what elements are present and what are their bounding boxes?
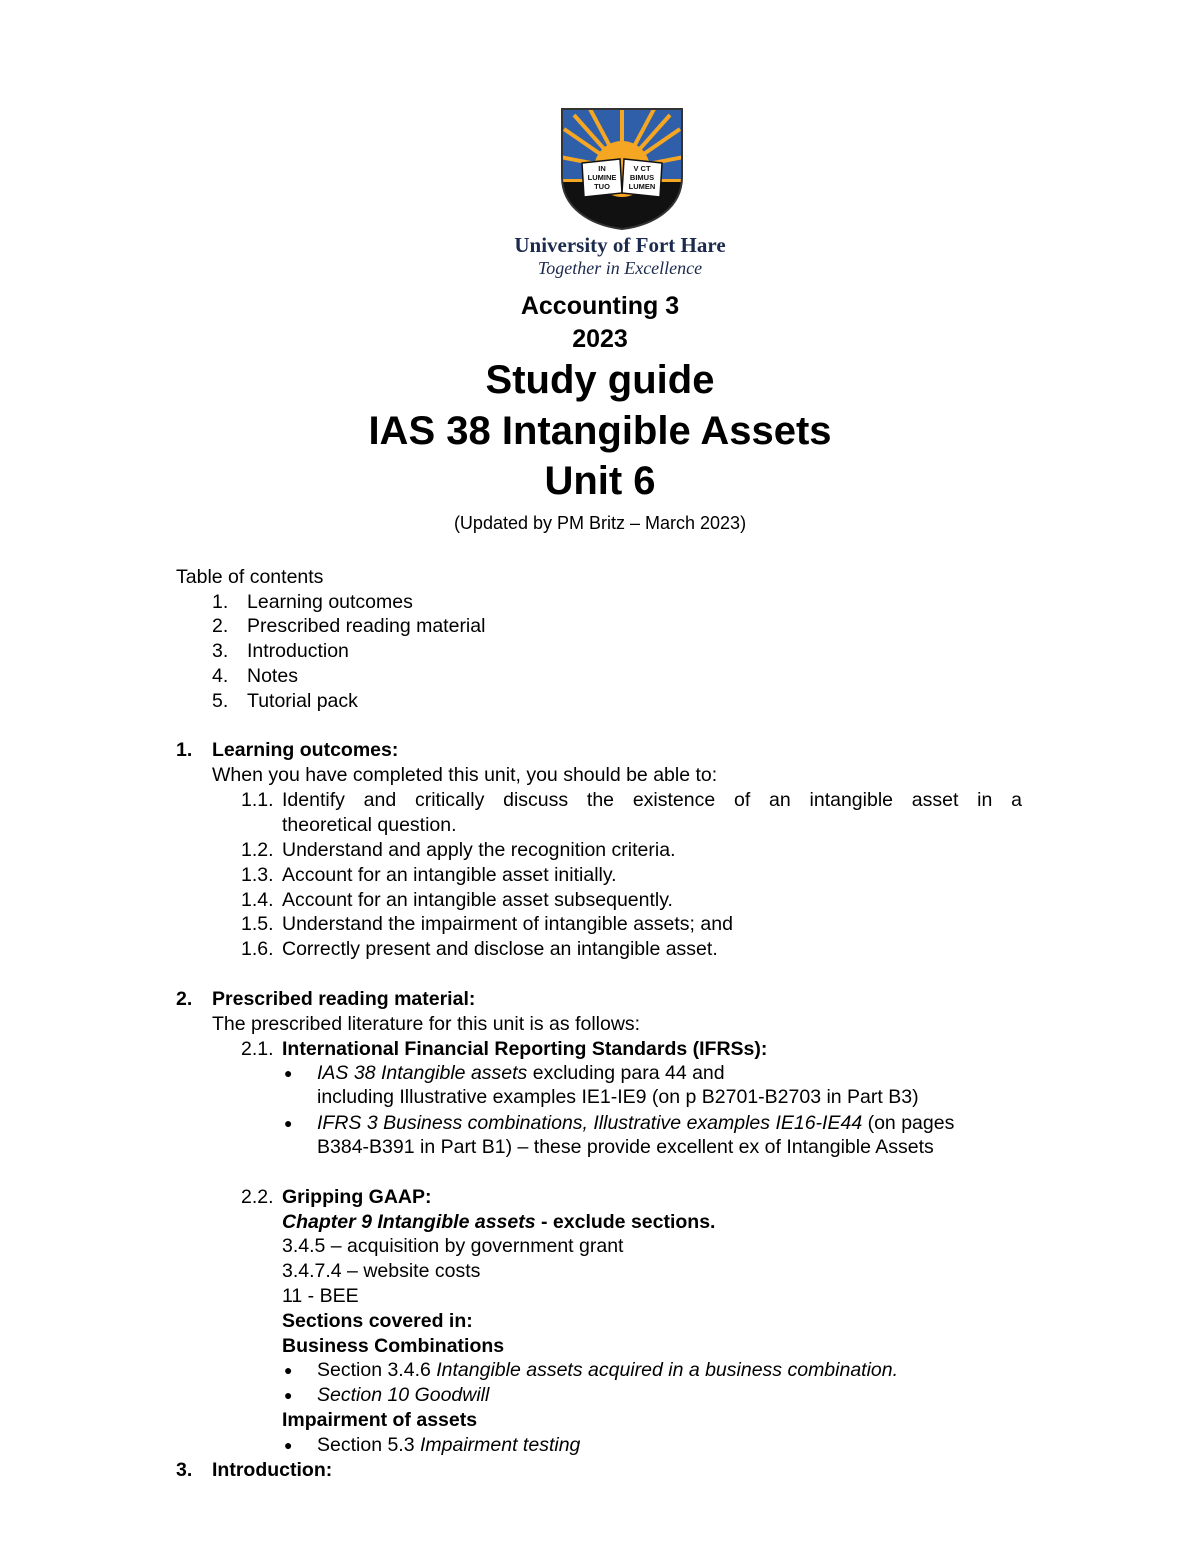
chapter-title: Chapter 9 Intangible assets <box>282 1211 536 1233</box>
outcome-text: Correctly present and disclose an intangible asset. <box>282 938 718 960</box>
impairment-heading: Impairment of assets <box>282 1409 478 1431</box>
toc-item: Notes <box>247 665 298 687</box>
section-heading-prescribed-reading: Prescribed reading material: <box>212 988 476 1010</box>
doc-title-line2: IAS 38 Intangible Assets <box>368 409 832 453</box>
bullet-icon: ● <box>284 1387 293 1403</box>
reading-item-continued: including Illustrative examples IE1-IE9 (on p B2701-B2703 in Part B3) <box>317 1086 919 1108</box>
section-number: 1. <box>176 739 193 761</box>
university-tagline: Together in Excellence <box>537 258 703 278</box>
toc-item: Prescribed reading material <box>247 615 486 637</box>
reading-item <box>317 1111 954 1135</box>
bullet-icon: ● <box>284 1362 293 1378</box>
covered-section <box>317 1433 580 1457</box>
covered-section-title: Section 10 Goodwill <box>317 1384 490 1406</box>
excluded-section: 3.4.7.4 – website costs <box>282 1260 481 1282</box>
outcome-text: Identify and critically discuss the existence of an intangible asset in a <box>282 789 1022 811</box>
subsection-number: 2.2. <box>241 1186 274 1208</box>
covered-section-number: Section 5.3 <box>317 1434 420 1456</box>
crest-book-right-line1: V CT <box>633 164 651 173</box>
crest-book-left-line3: TUO <box>594 182 610 191</box>
outcome-text: Account for an intangible asset subsequently. <box>282 889 673 911</box>
university-name: University of Fort Hare <box>514 233 726 257</box>
reading-item-detail: excluding para 44 and <box>527 1062 725 1084</box>
outcome-text: Account for an intangible asset initially. <box>282 864 617 886</box>
crest-book-right-line2: BIMUS <box>629 173 655 182</box>
toc-num: 2. <box>212 615 229 637</box>
reading-item-detail: (on pages <box>862 1112 955 1134</box>
doc-title-line3: Unit 6 <box>544 459 656 503</box>
toc-num: 1. <box>212 591 229 613</box>
covered-section-title: Impairment testing <box>419 1434 581 1456</box>
updated-note: (Updated by PM Britz – March 2023) <box>453 513 747 533</box>
section-intro: The prescribed literature for this unit is as follows: <box>212 1013 641 1035</box>
subsection-number: 2.1. <box>241 1038 274 1060</box>
course-title: Accounting 3 <box>520 292 680 320</box>
reading-item-title: IFRS 3 Business combinations, Illustrative examples IE16-IE44 <box>317 1112 863 1134</box>
bullet-icon: ● <box>284 1115 293 1131</box>
outcome-number: 1.2. <box>241 839 274 861</box>
covered-section-title: Intangible assets acquired in a business combination. <box>436 1359 899 1381</box>
outcome-number: 1.3. <box>241 864 274 886</box>
toc-num: 3. <box>212 640 229 662</box>
toc-num: 4. <box>212 665 229 687</box>
outcome-text-continued: theoretical question. <box>282 814 457 836</box>
toc-item: Introduction <box>247 640 349 662</box>
covered-section-number: Section 3.4.6 <box>317 1359 437 1381</box>
section-heading-learning-outcomes: Learning outcomes: <box>212 739 399 761</box>
section-intro: When you have completed this unit, you should be able to: <box>212 764 718 786</box>
toc-num: 5. <box>212 690 229 712</box>
reading-item <box>317 1061 725 1085</box>
doc-title-line1: Study guide <box>485 358 715 402</box>
outcome-number: 1.1. <box>241 789 274 811</box>
reading-item-continued: B384-B391 in Part B1) – these provide excellent ex of Intangible Assets <box>317 1136 934 1158</box>
outcome-number: 1.4. <box>241 889 274 911</box>
crest-book-right-line3: LUMEN <box>628 182 656 191</box>
university-crest-logo <box>560 107 684 231</box>
section-number: 2. <box>176 988 193 1010</box>
outcome-number: 1.5. <box>241 913 274 935</box>
crest-book-left-line2: LUMINE <box>587 173 617 182</box>
crest-book-left-line1: IN <box>598 164 606 173</box>
subsection-heading-ifrs: International Financial Reporting Standards (IFRSs): <box>282 1038 768 1060</box>
section-heading-introduction: Introduction: <box>212 1459 333 1481</box>
toc-item: Learning outcomes <box>247 591 413 613</box>
outcome-number: 1.6. <box>241 938 274 960</box>
subsection-heading-gripping-gaap: Gripping GAAP: <box>282 1186 432 1208</box>
chapter-note: - exclude sections. <box>535 1211 716 1233</box>
toc-item: Tutorial pack <box>247 690 358 712</box>
business-combinations-heading: Business Combinations <box>282 1335 505 1357</box>
covered-section <box>317 1358 898 1382</box>
bullet-icon: ● <box>284 1065 293 1081</box>
excluded-section: 11 - BEE <box>282 1285 359 1307</box>
outcome-text: Understand and apply the recognition criteria. <box>282 839 676 861</box>
excluded-section: 3.4.5 – acquisition by government grant <box>282 1235 624 1257</box>
chapter-line <box>282 1210 715 1234</box>
toc-heading: Table of contents <box>176 566 324 588</box>
sections-covered-heading: Sections covered in: <box>282 1310 473 1332</box>
bullet-icon: ● <box>284 1437 293 1453</box>
reading-item-title: IAS 38 Intangible assets <box>317 1062 528 1084</box>
outcome-text: Understand the impairment of intangible assets; and <box>282 913 733 935</box>
section-number: 3. <box>176 1459 193 1481</box>
course-year: 2023 <box>572 325 628 353</box>
